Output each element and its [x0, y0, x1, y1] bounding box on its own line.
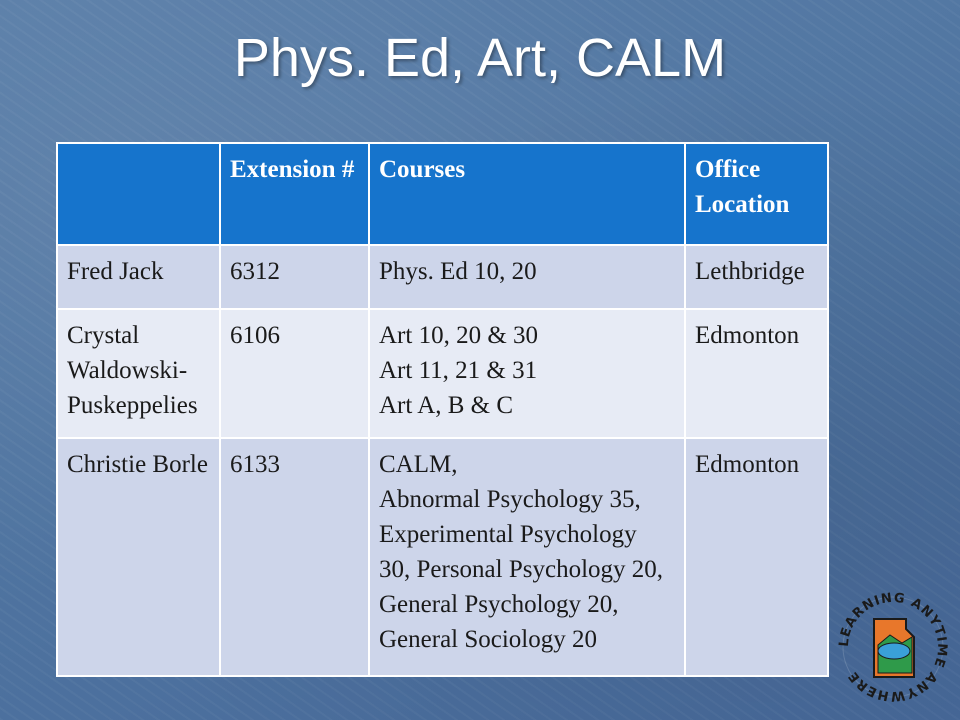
cell-courses — [369, 438, 685, 676]
course-line: Phys. Ed 10, 20 — [379, 258, 537, 285]
cell-extension: 6106 — [220, 309, 369, 438]
cell-name — [57, 245, 220, 309]
cell-courses — [369, 309, 685, 438]
learning-anytime-anywhere-logo — [832, 585, 954, 710]
course-line: Abnormal Psychology 35, — [379, 486, 641, 513]
name-line: Crystal — [67, 322, 140, 349]
table-row — [57, 245, 828, 309]
course-line: CALM, — [379, 451, 458, 478]
course-line: 30, Personal Psychology 20, — [379, 556, 664, 583]
course-line: Art 11, 21 & 31 — [379, 357, 538, 384]
cell-name — [57, 309, 220, 438]
course-line: General Psychology 20, — [379, 591, 619, 618]
header-office-location: Office Location — [685, 143, 828, 245]
cell-courses — [369, 245, 685, 309]
course-line: Art A, B & C — [379, 392, 514, 419]
slide-title: Phys. Ed, Art, CALM — [233, 28, 727, 88]
table-row — [57, 438, 828, 676]
cell-extension: 6133 — [220, 438, 369, 676]
cell-office: Lethbridge — [685, 245, 828, 309]
table-header-row — [57, 143, 828, 245]
cell-office: Edmonton — [685, 309, 828, 438]
cell-extension: 6312 — [220, 245, 369, 309]
cell-office: Edmonton — [685, 438, 828, 676]
course-line: Experimental Psychology — [379, 521, 637, 548]
name-line: Fred Jack — [67, 258, 164, 285]
header-extension: Extension # — [220, 143, 369, 245]
course-line: General Sociology 20 — [379, 626, 598, 653]
staff-contact-table — [56, 142, 829, 677]
header-name — [57, 143, 220, 245]
name-line: Christie Borle — [67, 451, 208, 478]
course-line: Art 10, 20 & 30 — [379, 322, 539, 349]
table-row — [57, 309, 828, 438]
header-courses: Courses — [369, 143, 685, 245]
logo-eye-icon — [878, 643, 910, 659]
name-line: Waldowski- — [67, 357, 188, 384]
logo-text: LEARNING ANYTIME ANYWHERE — [836, 590, 950, 704]
cell-name — [57, 438, 220, 676]
name-line: Puskeppelies — [67, 392, 198, 419]
